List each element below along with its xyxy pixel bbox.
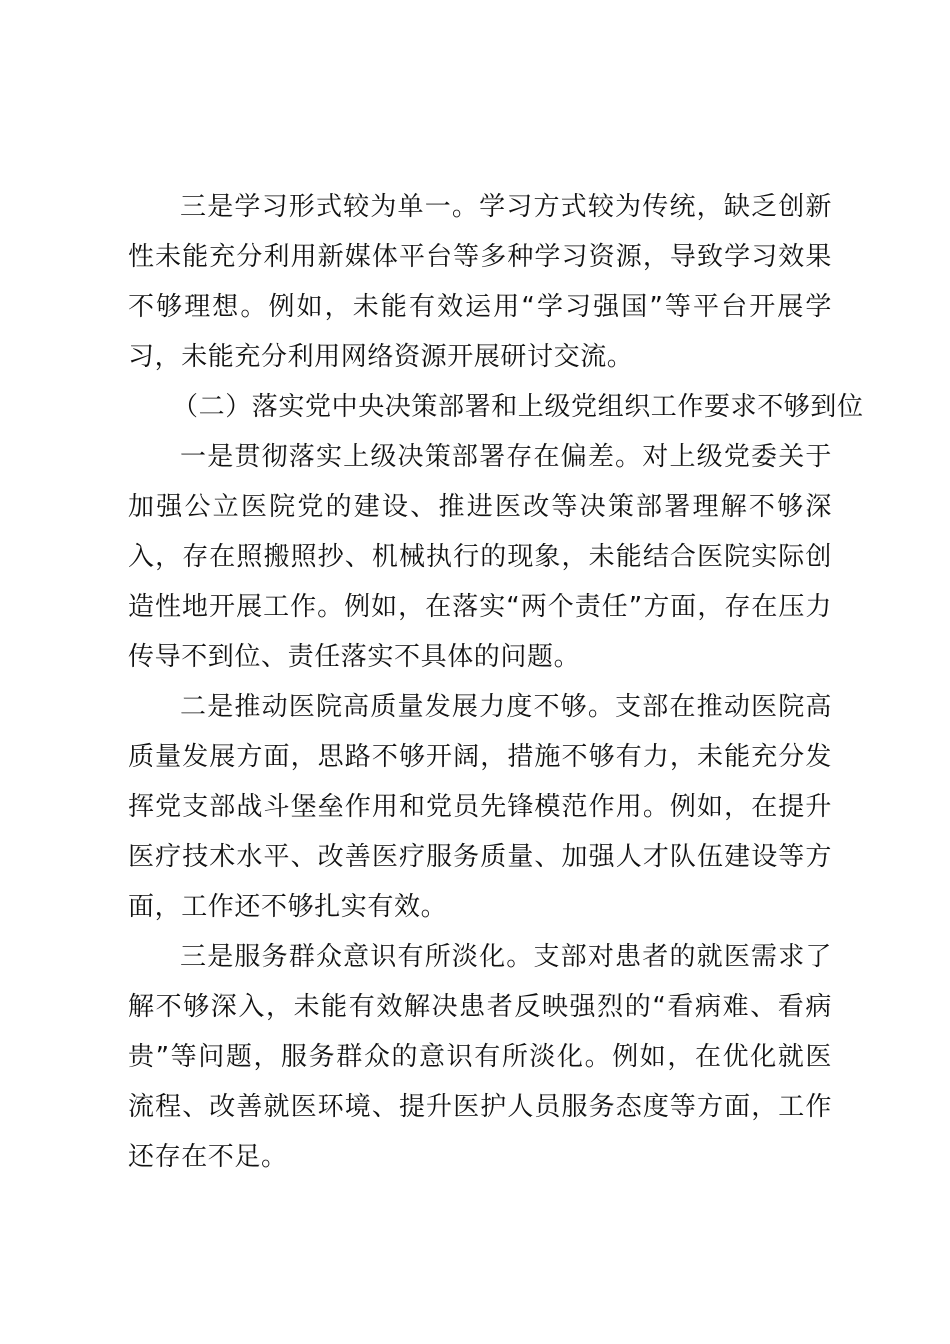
paragraph-serving-masses: 三是服务群众意识有所淡化。支部对患者的就医需求了解不够深入，未能有效解决患者反映强烈的“看病难、看病贵”等问题，服务群众的意识有所淡化。例如，在优化就医流程、改善就医环境、提升医护人员服务态度等方面，工作还存在不足。 [128, 942, 832, 1172]
paragraph-study-form: 三是学习形式较为单一。学习方式较为传统，缺乏创新性未能充分利用新媒体平台等多种学习资源，导致学习效果不够理想。例如，未能有效运用“学习强国”等平台开展学习，未能充分利用网络资源开展研讨交流。 [128, 192, 832, 372]
paragraph-hospital-development: 二是推动医院高质量发展力度不够。支部在推动医院高质量发展方面，思路不够开阔，措施不够有力，未能充分发挥党支部战斗堡垒作用和党员先锋模范作用。例如，在提升医疗技术水平、改善医疗服务质量、加强人才队伍建设等方面，工作还不够扎实有效。 [128, 692, 832, 922]
document-page [128, 182, 864, 1182]
section-heading-2: （二）落实党中央决策部署和上级党组织工作要求不够到位 [172, 392, 864, 422]
paragraph-implementation: 一是贯彻落实上级决策部署存在偏差。对上级党委关于加强公立医院党的建设、推进医改等决策部署理解不够深入，存在照搬照抄、机械执行的现象，未能结合医院实际创造性地开展工作。例如，在落实“两个责任”方面，存在压力传导不到位、责任落实不具体的问题。 [128, 442, 832, 672]
